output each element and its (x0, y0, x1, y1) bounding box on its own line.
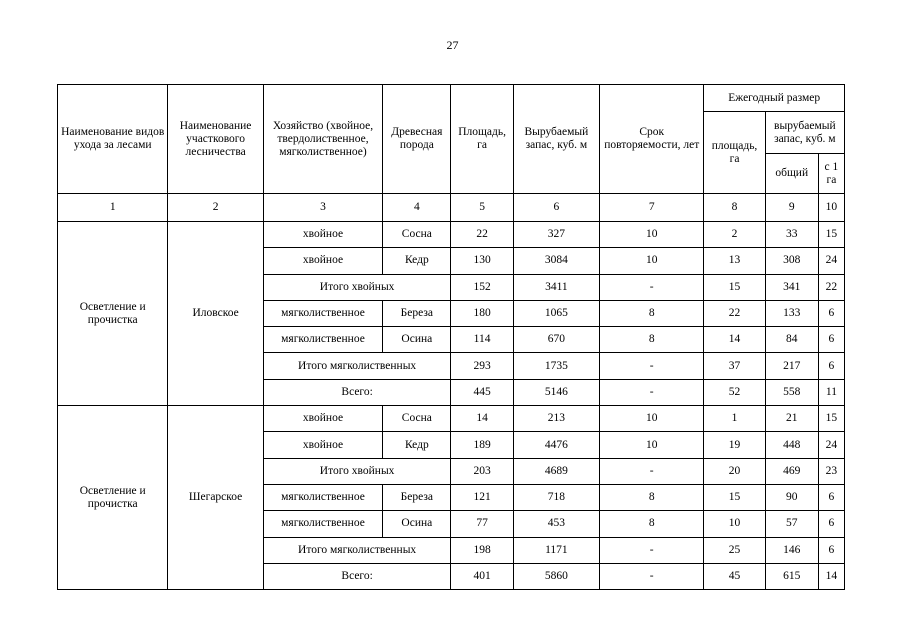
period-cell: 10 (600, 222, 704, 248)
stock-cell: 1735 (513, 353, 599, 379)
farm-cell: мягколиственное (263, 300, 382, 326)
header-annual: Ежегодный размер (704, 85, 845, 112)
header-volume-total: общий (765, 154, 818, 194)
header-area: Площадь, га (451, 85, 513, 194)
stock-cell: 453 (513, 511, 599, 537)
period-cell: - (600, 537, 704, 563)
column-number: 4 (383, 194, 451, 222)
column-number: 8 (704, 194, 765, 222)
period-cell: 10 (600, 406, 704, 432)
area-cell: 14 (451, 406, 513, 432)
header-farm: Хозяйство (хвойное, твердолиственное, мягколиственное) (263, 85, 382, 194)
annual-area-cell: 15 (704, 274, 765, 300)
area-cell: 152 (451, 274, 513, 300)
annual-per-ha-cell: 24 (818, 248, 844, 274)
annual-total-cell: 21 (765, 406, 818, 432)
species-cell: Сосна (383, 406, 451, 432)
header-period: Срок повторяемости, лет (600, 85, 704, 194)
species-cell: Береза (383, 484, 451, 510)
header-stock: Вырубаемый запас, куб. м (513, 85, 599, 194)
header-species: Древесная порода (383, 85, 451, 194)
stock-cell: 4689 (513, 458, 599, 484)
annual-area-cell: 10 (704, 511, 765, 537)
period-cell: - (600, 458, 704, 484)
period-cell: 8 (600, 327, 704, 353)
annual-per-ha-cell: 11 (818, 379, 844, 405)
annual-per-ha-cell: 6 (818, 537, 844, 563)
subtotal-label: Итого хвойных (263, 274, 451, 300)
annual-per-ha-cell: 22 (818, 274, 844, 300)
annual-total-cell: 558 (765, 379, 818, 405)
annual-per-ha-cell: 6 (818, 300, 844, 326)
species-cell: Сосна (383, 222, 451, 248)
page-number: 27 (446, 38, 459, 52)
period-cell: 10 (600, 432, 704, 458)
annual-total-cell: 341 (765, 274, 818, 300)
care-type-cell: Осветление и прочистка (58, 406, 168, 590)
column-numbers-row (58, 194, 845, 222)
period-cell: - (600, 274, 704, 300)
period-cell: 8 (600, 300, 704, 326)
period-cell: - (600, 563, 704, 589)
forest-care-table (57, 84, 845, 590)
header-annual-volume: вырубаемый запас, куб. м (765, 112, 844, 154)
annual-area-cell: 14 (704, 327, 765, 353)
period-cell: 10 (600, 248, 704, 274)
care-type-cell: Осветление и прочистка (58, 222, 168, 406)
area-cell: 189 (451, 432, 513, 458)
annual-per-ha-cell: 24 (818, 432, 844, 458)
stock-cell: 4476 (513, 432, 599, 458)
annual-area-cell: 15 (704, 484, 765, 510)
column-number: 7 (600, 194, 704, 222)
annual-area-cell: 19 (704, 432, 765, 458)
area-cell: 445 (451, 379, 513, 405)
header-annual-area: площадь, га (704, 112, 765, 194)
stock-cell: 327 (513, 222, 599, 248)
species-cell: Осина (383, 511, 451, 537)
farm-cell: хвойное (263, 222, 382, 248)
header-care-type: Наименование видов ухода за лесами (58, 85, 168, 194)
table-row (58, 406, 845, 432)
annual-total-cell: 448 (765, 432, 818, 458)
farm-cell: мягколиственное (263, 511, 382, 537)
annual-per-ha-cell: 6 (818, 484, 844, 510)
annual-area-cell: 22 (704, 300, 765, 326)
stock-cell: 213 (513, 406, 599, 432)
farm-cell: хвойное (263, 432, 382, 458)
subtotal-label: Итого мягколиственных (263, 537, 451, 563)
farm-cell: хвойное (263, 406, 382, 432)
header-volume-per-ha: с 1 га (818, 154, 844, 194)
annual-area-cell: 37 (704, 353, 765, 379)
annual-per-ha-cell: 6 (818, 353, 844, 379)
annual-per-ha-cell: 14 (818, 563, 844, 589)
stock-cell: 1171 (513, 537, 599, 563)
area-cell: 180 (451, 300, 513, 326)
annual-area-cell: 2 (704, 222, 765, 248)
species-cell: Осина (383, 327, 451, 353)
column-number: 2 (168, 194, 263, 222)
farm-cell: хвойное (263, 248, 382, 274)
subtotal-label: Итого мягколиственных (263, 353, 451, 379)
annual-total-cell: 133 (765, 300, 818, 326)
annual-total-cell: 469 (765, 458, 818, 484)
stock-cell: 3411 (513, 274, 599, 300)
annual-area-cell: 52 (704, 379, 765, 405)
farm-cell: мягколиственное (263, 484, 382, 510)
stock-cell: 5860 (513, 563, 599, 589)
column-number: 5 (451, 194, 513, 222)
annual-total-cell: 308 (765, 248, 818, 274)
subtotal-label: Всего: (263, 379, 451, 405)
stock-cell: 1065 (513, 300, 599, 326)
annual-per-ha-cell: 15 (818, 222, 844, 248)
annual-area-cell: 20 (704, 458, 765, 484)
area-cell: 77 (451, 511, 513, 537)
annual-total-cell: 57 (765, 511, 818, 537)
period-cell: 8 (600, 511, 704, 537)
area-cell: 22 (451, 222, 513, 248)
header-forestry: Наименование участкового лесничества (168, 85, 263, 194)
annual-total-cell: 33 (765, 222, 818, 248)
column-number: 9 (765, 194, 818, 222)
area-cell: 114 (451, 327, 513, 353)
period-cell: 8 (600, 484, 704, 510)
column-number: 3 (263, 194, 382, 222)
species-cell: Кедр (383, 432, 451, 458)
area-cell: 293 (451, 353, 513, 379)
period-cell: - (600, 353, 704, 379)
forestry-cell: Иловское (168, 222, 263, 406)
subtotal-label: Итого хвойных (263, 458, 451, 484)
annual-total-cell: 90 (765, 484, 818, 510)
stock-cell: 718 (513, 484, 599, 510)
period-cell: - (600, 379, 704, 405)
annual-per-ha-cell: 15 (818, 406, 844, 432)
forestry-cell: Шегарское (168, 406, 263, 590)
stock-cell: 5146 (513, 379, 599, 405)
species-cell: Кедр (383, 248, 451, 274)
stock-cell: 3084 (513, 248, 599, 274)
farm-cell: мягколиственное (263, 327, 382, 353)
annual-area-cell: 25 (704, 537, 765, 563)
stock-cell: 670 (513, 327, 599, 353)
area-cell: 198 (451, 537, 513, 563)
column-number: 1 (58, 194, 168, 222)
annual-total-cell: 146 (765, 537, 818, 563)
annual-total-cell: 615 (765, 563, 818, 589)
area-cell: 121 (451, 484, 513, 510)
subtotal-label: Всего: (263, 563, 451, 589)
annual-area-cell: 13 (704, 248, 765, 274)
annual-per-ha-cell: 6 (818, 511, 844, 537)
area-cell: 203 (451, 458, 513, 484)
annual-per-ha-cell: 6 (818, 327, 844, 353)
area-cell: 130 (451, 248, 513, 274)
annual-area-cell: 1 (704, 406, 765, 432)
species-cell: Береза (383, 300, 451, 326)
annual-area-cell: 45 (704, 563, 765, 589)
annual-per-ha-cell: 23 (818, 458, 844, 484)
column-number: 6 (513, 194, 599, 222)
column-number: 10 (818, 194, 844, 222)
annual-total-cell: 84 (765, 327, 818, 353)
table-row (58, 222, 845, 248)
annual-total-cell: 217 (765, 353, 818, 379)
area-cell: 401 (451, 563, 513, 589)
